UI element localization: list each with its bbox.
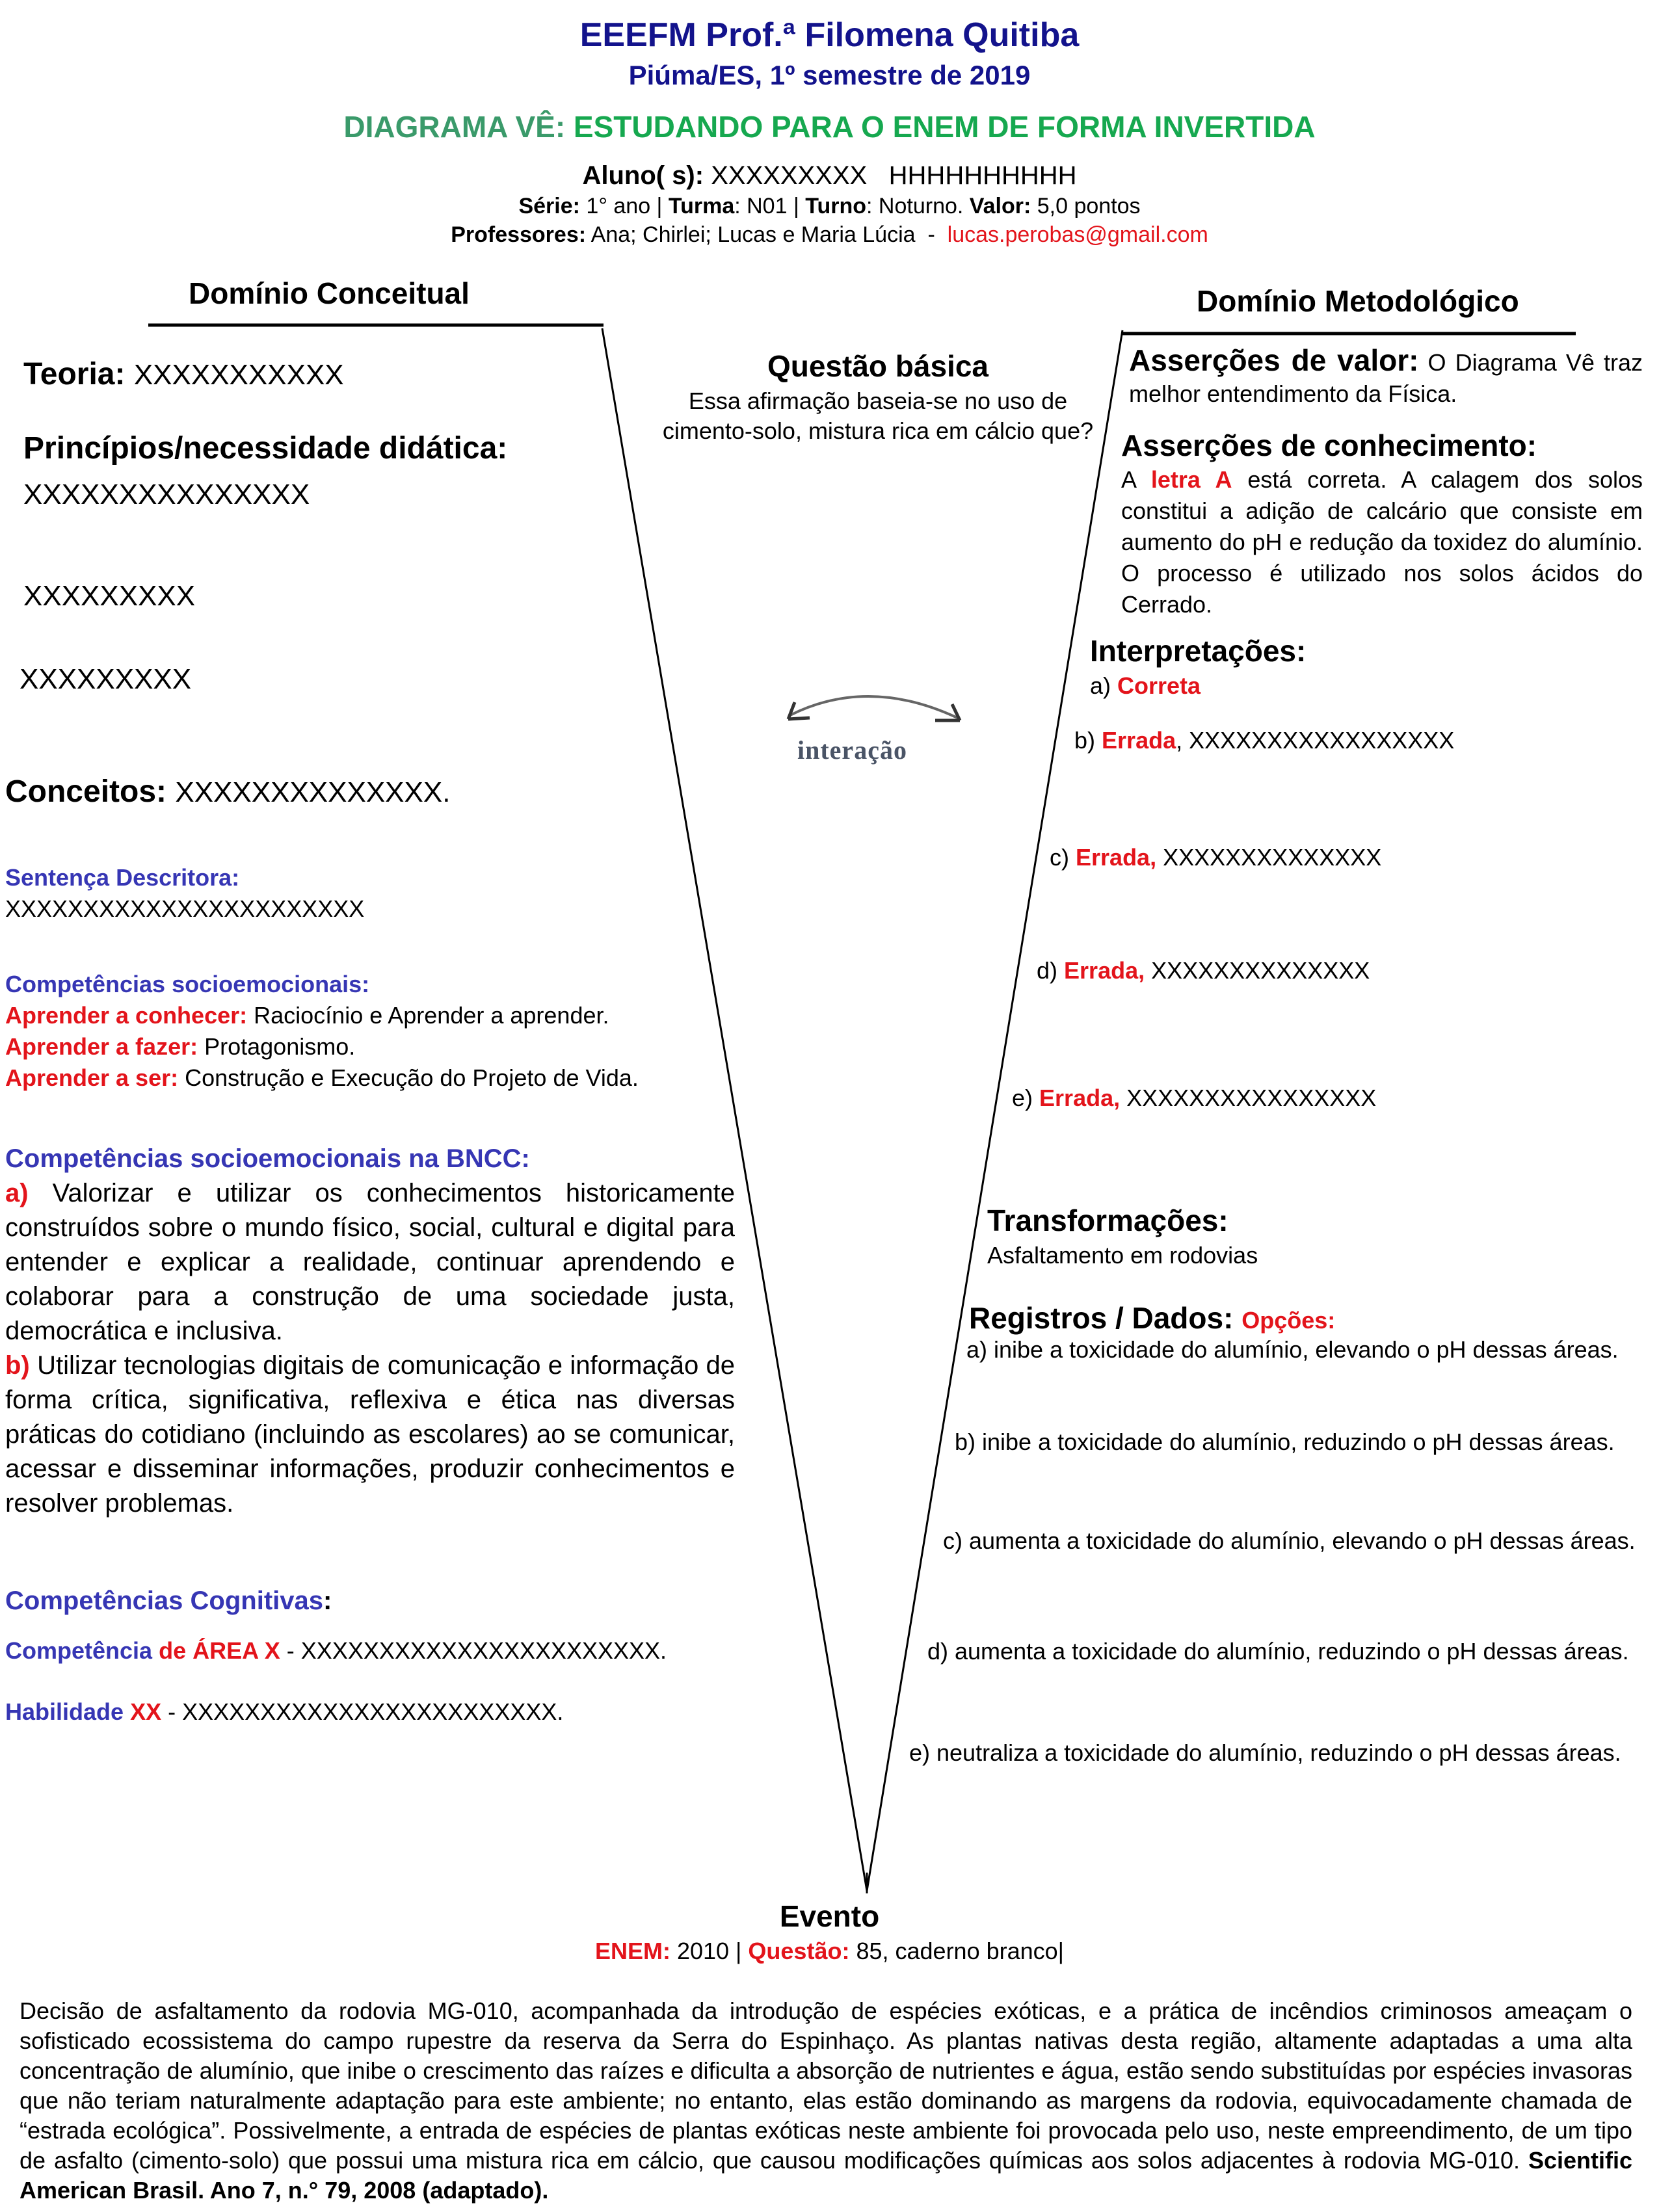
place-semester: Piúma/ES, 1º semestre de 2019 bbox=[628, 60, 1031, 90]
basic-question-text: Essa afirmação baseia-se no uso de cimento-solo, mistura rica em cálcio que? bbox=[662, 388, 1094, 444]
interpretation-verdict: Errada bbox=[1102, 727, 1176, 754]
interpretation-letter: c) bbox=[1050, 844, 1069, 871]
interpretation-verdict: Correta bbox=[1117, 672, 1201, 699]
class-info-line bbox=[0, 194, 1659, 219]
page-title bbox=[0, 109, 1659, 144]
separator: | bbox=[650, 194, 669, 218]
separator: | bbox=[787, 194, 806, 218]
event-heading: Evento bbox=[779, 1899, 880, 1933]
area-competency-label: Competência bbox=[5, 1637, 153, 1664]
competency-value: Protagonismo. bbox=[204, 1033, 356, 1060]
records-label: Registros / Dados: bbox=[969, 1301, 1234, 1335]
teachers-value: Ana; Chirlei; Lucas e Maria Lúcia - bbox=[591, 222, 948, 247]
area-competency bbox=[5, 1637, 667, 1665]
interpretation-letter: e) bbox=[1012, 1085, 1033, 1111]
turno-value: : Noturno. bbox=[866, 194, 964, 218]
competency-value: Construção e Execução do Projeto de Vida. bbox=[185, 1064, 639, 1091]
skill bbox=[5, 1698, 563, 1726]
skill-label: Habilidade bbox=[5, 1698, 124, 1725]
answer-option: c) aumenta a toxicidade do alumínio, elevando o pH dessas áreas. bbox=[943, 1527, 1636, 1554]
area-competency-area: ÁREA X bbox=[192, 1637, 280, 1664]
concepts-label: Conceitos: bbox=[5, 774, 167, 809]
valor-label: Valor: bbox=[969, 194, 1031, 218]
area-competency-de: de bbox=[159, 1637, 187, 1664]
title-rest: ESTUDANDO PARA O ENEM DE FORMA INVERTIDA bbox=[573, 110, 1316, 144]
skill-code: XX bbox=[130, 1698, 162, 1725]
interpretation-verdict: Errada, bbox=[1064, 957, 1145, 984]
answer-option: e) neutraliza a toxicidade do alumínio, reduzindo o pH dessas áreas. bbox=[909, 1739, 1621, 1766]
competency-item bbox=[5, 1000, 747, 1031]
interpretation-letter: b) bbox=[1074, 727, 1096, 754]
value-assertions-text: O Diagrama Vê traz melhor entendimento da Física. bbox=[1129, 349, 1643, 407]
bncc-item-text: Utilizar tecnologias digitais de comunicação e informação de forma crítica, significativa, reflexiva e ética nas diversas práticas do cotidiano (incluindo as escolares) ao se comunicar, acessar e disseminar informações, produzir conhecimentos e resolver problemas. bbox=[5, 1351, 735, 1518]
teachers-label: Professores: bbox=[451, 222, 587, 247]
competency-label: Aprender a ser: bbox=[5, 1064, 179, 1091]
basic-question-heading: Questão básica bbox=[767, 349, 989, 383]
knowledge-assertions-label: Asserções de conhecimento: bbox=[1121, 428, 1537, 462]
title-prefix: DIAGRAMA VÊ: bbox=[343, 110, 566, 144]
descriptor-value: XXXXXXXXXXXXXXXXXXXXXXX bbox=[5, 895, 365, 922]
conceptual-domain-heading: Domínio Conceitual bbox=[189, 276, 470, 310]
knowledge-prefix: A bbox=[1121, 466, 1136, 493]
serie-label: Série: bbox=[518, 194, 580, 218]
base-text-body: Decisão de asfaltamento da rodovia MG-010, acompanhada da introdução de espécies exóticas, e a prática de incêndios criminosos ameaçam o sofisticado ecossistema do campo rupestre da reserva da Serra do Espinhaço. As plantas nativas desta região, altamente adaptadas a uma alta concentração de alumínio, que inibe o crescimento das raízes e dificulta a absorção de nutrientes e água, estão sendo substituídas por espécies invasoras que não teriam naturalmente adaptação para este ambiente; no entanto, elas estão dominando as margens da rodovia, equivocadamente chamada de “estrada ecológica”. Possivelmente, a entrada de espécies de plantas exóticas neste ambiente foi provocada pelo uso, neste empreendimento, de um tipo de asfalto (cimento-solo) que possui uma mistura rica em cálcio, que causou modificações químicas aos solos adjacentes à rodovia MG-010. bbox=[20, 1997, 1632, 2174]
interpretation-text: XXXXXXXXXXXXXX bbox=[1145, 957, 1370, 984]
bncc-competencies bbox=[5, 1142, 735, 1521]
base-text bbox=[20, 1996, 1632, 2205]
interpretation-verdict: Errada, bbox=[1039, 1085, 1121, 1111]
interpretation-item bbox=[1050, 844, 1381, 871]
competency-label: Aprender a conhecer: bbox=[5, 1002, 248, 1029]
principle-item: XXXXXXXXX bbox=[20, 663, 192, 695]
interpretation-text: , XXXXXXXXXXXXXXXXX bbox=[1176, 727, 1455, 754]
concepts-value: XXXXXXXXXXXXXX. bbox=[175, 776, 451, 808]
bncc-item-letter: b) bbox=[5, 1351, 30, 1380]
competency-item bbox=[5, 1062, 747, 1094]
cognitive-label: Competências Cognitivas bbox=[5, 1587, 324, 1615]
turma-label: Turma bbox=[668, 194, 735, 218]
student-value: XXXXXXXXX HHHHHHHHHH bbox=[711, 161, 1077, 190]
interpretation-item bbox=[1074, 727, 1454, 754]
valor-value: 5,0 pontos bbox=[1037, 194, 1141, 218]
principle-item: XXXXXXXXX bbox=[23, 580, 196, 612]
enem-value: 2010 | bbox=[670, 1938, 749, 1964]
interaction-label: interação bbox=[797, 735, 907, 765]
interpretation-text: XXXXXXXXXXXXXX bbox=[1156, 844, 1382, 871]
bncc-item bbox=[5, 1176, 735, 1349]
bncc-item bbox=[5, 1349, 735, 1521]
event-info bbox=[0, 1938, 1659, 1965]
email-link[interactable]: lucas.perobas@gmail.com bbox=[947, 222, 1208, 247]
value-assertions-label: Asserções de valor: bbox=[1129, 343, 1419, 377]
knowledge-text: está correta. A calagem dos solos constitui a adição de calcário que consiste em aumento do pH e redução da toxidez do alumínio. O processo é utilizado nos solos ácidos do Cerrado. bbox=[1121, 466, 1643, 618]
student-label: Aluno( s): bbox=[582, 161, 704, 190]
competency-value: Raciocínio e Aprender a aprender. bbox=[254, 1002, 609, 1029]
interpretation-item bbox=[1090, 672, 1201, 700]
descriptor-label: Sentença Descritora: bbox=[5, 864, 240, 891]
theory-field bbox=[23, 356, 344, 392]
question-number-label: Questão: bbox=[748, 1938, 850, 1964]
question-number-value: 85, caderno branco| bbox=[849, 1938, 1065, 1964]
options-label: Opções: bbox=[1241, 1307, 1336, 1334]
answer-option: d) aumenta a toxicidade do alumínio, reduzindo o pH dessas áreas. bbox=[927, 1638, 1629, 1665]
bncc-item-text: Valorizar e utilizar os conhecimentos historicamente construídos sobre o mundo físico, social, cultural e digital para entender e explicar a realidade, continuar aprendendo e colaborar para a construção de uma sociedade justa, democrática e inclusiva. bbox=[5, 1179, 735, 1345]
answer-option: a) inibe a toxicidade do alumínio, elevando o pH dessas áreas. bbox=[966, 1336, 1619, 1363]
interpretation-letter: d) bbox=[1037, 957, 1058, 984]
socioemotional-label: Competências socioemocionais: bbox=[5, 971, 370, 997]
skill-value: - XXXXXXXXXXXXXXXXXXXXXXXX. bbox=[161, 1698, 564, 1725]
concepts-field bbox=[5, 774, 450, 810]
cognitive-colon: : bbox=[323, 1587, 332, 1615]
value-assertions bbox=[1129, 345, 1643, 410]
turno-label: Turno bbox=[805, 194, 867, 218]
principles-label: Princípios/necessidade didática: bbox=[23, 431, 508, 466]
interpretations-heading: Interpretações: bbox=[1090, 634, 1307, 668]
teachers-line bbox=[0, 222, 1659, 248]
transformations-value: Asfaltamento em rodovias bbox=[987, 1242, 1258, 1269]
transformations-heading: Transformações: bbox=[987, 1204, 1228, 1237]
interpretation-item bbox=[1012, 1085, 1376, 1112]
serie-value: 1° ano bbox=[586, 194, 651, 218]
interpretation-verdict: Errada, bbox=[1076, 844, 1157, 871]
principle-item: XXXXXXXXXXXXXXX bbox=[23, 479, 310, 510]
student-line bbox=[0, 161, 1659, 191]
base-text-source: Scientific American Brasil. Ano 7, n.° 79, 2008 (adaptado). bbox=[20, 2147, 1632, 2204]
interpretation-text: XXXXXXXXXXXXXXXX bbox=[1120, 1085, 1377, 1111]
knowledge-assertions bbox=[1121, 427, 1643, 620]
turma-value: : N01 bbox=[734, 194, 788, 218]
interpretation-item bbox=[1037, 957, 1370, 984]
answer-option: b) inibe a toxicidade do alumínio, reduzindo o pH dessas áreas. bbox=[955, 1429, 1615, 1455]
interaction-arrow-icon bbox=[788, 696, 960, 720]
socioemotional-competencies bbox=[5, 969, 747, 1094]
descriptor-sentence bbox=[5, 862, 591, 925]
knowledge-highlight: letra A bbox=[1150, 466, 1232, 493]
theory-label: Teoria: bbox=[23, 357, 126, 391]
bncc-item-letter: a) bbox=[5, 1179, 29, 1207]
school-name: EEEFM Prof.ª Filomena Quitiba bbox=[579, 16, 1080, 54]
theory-value: XXXXXXXXXXX bbox=[133, 359, 344, 391]
cognitive-competencies-heading bbox=[5, 1587, 332, 1616]
competency-label: Aprender a fazer: bbox=[5, 1033, 198, 1060]
competency-item bbox=[5, 1031, 747, 1062]
enem-label: ENEM: bbox=[594, 1938, 670, 1964]
bncc-label: Competências socioemocionais na BNCC: bbox=[5, 1144, 530, 1173]
interpretation-letter: a) bbox=[1090, 672, 1111, 699]
records-heading bbox=[969, 1300, 1335, 1336]
methodological-domain-heading: Domínio Metodológico bbox=[1197, 284, 1519, 318]
area-competency-value: - XXXXXXXXXXXXXXXXXXXXXXX. bbox=[280, 1637, 667, 1664]
